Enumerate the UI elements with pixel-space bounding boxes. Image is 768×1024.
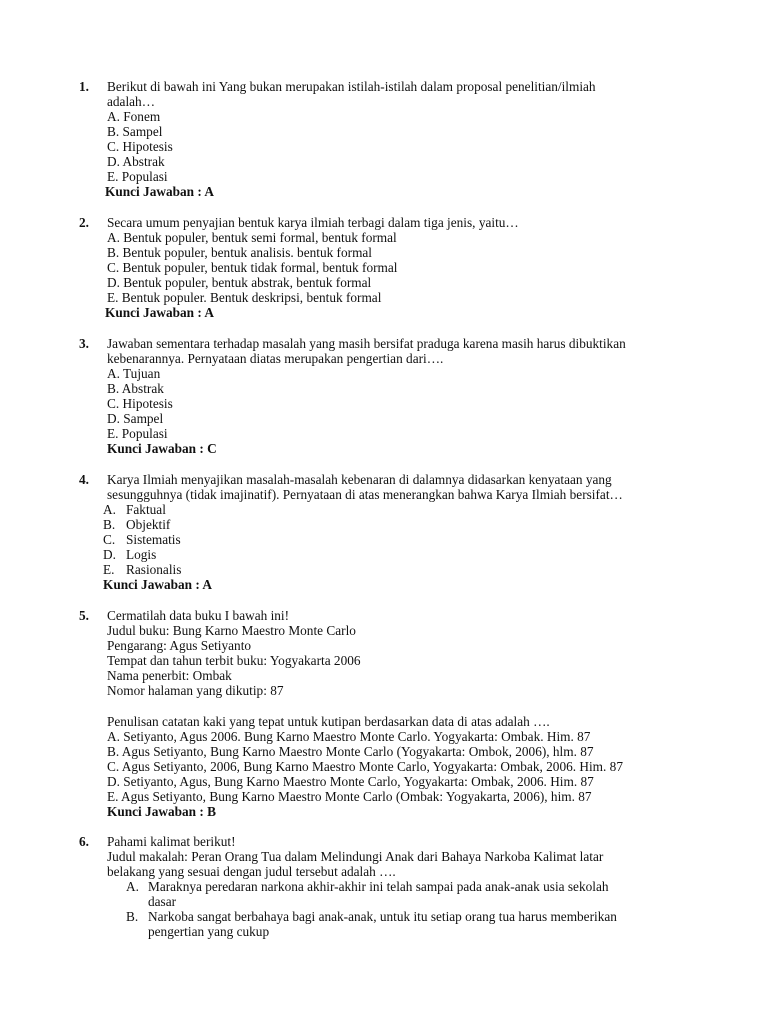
option-letter: E. <box>107 426 119 441</box>
option-text: Populasi <box>121 169 168 184</box>
option-e <box>103 562 181 577</box>
option-letter: E. <box>107 169 119 184</box>
question-stem: adalah… <box>107 94 155 109</box>
option-b <box>107 744 594 759</box>
question-stem: Secara umum penyajian bentuk karya ilmiah terbagi dalam tiga jenis, yaitu… <box>107 215 519 230</box>
option-text: Sistematis <box>126 532 181 547</box>
option-e <box>107 169 168 184</box>
option-d <box>107 154 165 169</box>
option-text: Setiyanto, Agus 2006. Bung Karno Maestro Monte Carlo. Yogyakarta: Ombak. Him. 87 <box>123 729 591 744</box>
book-place-year: Tempat dan tahun terbit buku: Yogyakarta 2006 <box>107 653 361 668</box>
option-b-continued: pengertian yang cukup <box>148 924 270 939</box>
answer-key: Kunci Jawaban : A <box>105 305 214 320</box>
option-letter: D. <box>107 774 120 789</box>
option-b <box>103 517 170 532</box>
option-text: Bentuk populer, bentuk analisis. bentuk formal <box>122 245 373 260</box>
question-number: 5. <box>79 608 89 623</box>
option-letter: E. <box>107 290 119 305</box>
answer-key: Kunci Jawaban : C <box>107 441 217 456</box>
question-number: 6. <box>79 834 89 849</box>
question-number: 3. <box>79 336 89 351</box>
option-letter: C. <box>107 139 120 154</box>
option-c <box>103 532 181 547</box>
option-text: Bentuk populer, bentuk abstrak, bentuk formal <box>123 275 372 290</box>
question-stem: Cermatilah data buku I bawah ini! <box>107 608 290 623</box>
option-letter: E. <box>107 789 119 804</box>
question-stem: Pahami kalimat berikut! <box>107 834 236 849</box>
option-text: Bentuk populer, bentuk tidak formal, bentuk formal <box>122 260 398 275</box>
option-c <box>107 260 397 275</box>
option-text: Logis <box>126 547 157 562</box>
option-letter: A. <box>107 230 120 245</box>
question-number: 4. <box>79 472 89 487</box>
book-author: Pengarang: Agus Setiyanto <box>107 638 252 653</box>
question-number: 1. <box>79 79 89 94</box>
question-stem: belakang yang sesuai dengan judul tersebut adalah …. <box>107 864 396 879</box>
option-letter: B. <box>107 124 120 139</box>
question-stem: kebenarannya. Pernyataan diatas merupakan pengertian dari…. <box>107 351 444 366</box>
question-stem: Jawaban sementara terhadap masalah yang masih bersifat praduga karena masih harus dibuktikan <box>107 336 626 351</box>
option-letter: A. <box>107 366 120 381</box>
answer-key: Kunci Jawaban : A <box>105 184 214 199</box>
option-b <box>107 381 164 396</box>
option-e <box>107 789 592 804</box>
option-d <box>107 774 594 789</box>
option-text: Agus Setiyanto, Bung Karno Maestro Monte Carlo (Yogyakarta: Ombok, 2006), hlm. 87 <box>121 744 594 759</box>
option-text: Populasi <box>121 426 168 441</box>
option-letter: A. <box>107 729 120 744</box>
option-e <box>107 290 381 305</box>
option-letter: C. <box>107 260 120 275</box>
option-d <box>107 411 163 426</box>
option-letter: D. <box>103 547 116 562</box>
option-letter: B. <box>107 744 120 759</box>
option-letter: C. <box>107 396 120 411</box>
book-title: Judul buku: Bung Karno Maestro Monte Carlo <box>107 623 356 638</box>
option-text: Faktual <box>126 502 166 517</box>
option-text: Objektif <box>126 517 171 532</box>
option-text: Rasionalis <box>126 562 182 577</box>
option-d <box>103 547 156 562</box>
option-text: Setiyanto, Agus, Bung Karno Maestro Monte Carlo, Yogyakarta: Ombak, 2006. Him. 87 <box>123 774 594 789</box>
option-text: Fonem <box>123 109 161 124</box>
question-stem: Penulisan catatan kaki yang tepat untuk kutipan berdasarkan data di atas adalah …. <box>107 714 550 729</box>
book-publisher: Nama penerbit: Ombak <box>107 668 232 683</box>
option-letter: A. <box>107 109 120 124</box>
option-a <box>126 879 609 894</box>
option-text: Bentuk populer. Bentuk deskripsi, bentuk formal <box>121 290 382 305</box>
option-a-continued: dasar <box>148 894 177 909</box>
option-text: Tujuan <box>123 366 161 381</box>
question-number: 2. <box>79 215 89 230</box>
option-b <box>107 124 162 139</box>
option-letter: B. <box>103 517 116 532</box>
option-letter: A. <box>126 879 139 894</box>
option-letter: B. <box>126 909 139 924</box>
option-text: Sampel <box>123 411 164 426</box>
option-text: Agus Setiyanto, Bung Karno Maestro Monte Carlo (Ombak: Yogyakarta, 2006), him. 87 <box>121 789 592 804</box>
option-letter: A. <box>103 502 116 517</box>
option-text: Maraknya peredaran narkona akhir-akhir ini telah sampai pada anak-anak usia sekolah <box>148 879 609 894</box>
option-e <box>107 426 168 441</box>
option-letter: E. <box>103 562 115 577</box>
option-d <box>107 275 371 290</box>
option-letter: B. <box>107 245 120 260</box>
option-text: Bentuk populer, bentuk semi formal, bentuk formal <box>123 230 397 245</box>
option-a <box>103 502 166 517</box>
answer-key: Kunci Jawaban : B <box>107 804 216 819</box>
option-a <box>107 230 397 245</box>
book-page: Nomor halaman yang dikutip: 87 <box>107 683 284 698</box>
option-text: Sampel <box>122 124 163 139</box>
option-letter: C. <box>107 759 120 774</box>
option-letter: D. <box>107 275 120 290</box>
option-letter: C. <box>103 532 116 547</box>
option-text: Agus Setiyanto, 2006, Bung Karno Maestro Monte Carlo, Yogyakarta: Ombak, 2006. Him. 87 <box>121 759 623 774</box>
option-text: Hipotesis <box>122 396 173 411</box>
option-text: Narkoba sangat berbahaya bagi anak-anak, untuk itu setiap orang tua harus memberikan <box>148 909 617 924</box>
question-stem: sesungguhnya (tidak imajinatif). Pernyataan di atas menerangkan bahwa Karya Ilmiah bersifat… <box>107 487 623 502</box>
option-a <box>107 366 160 381</box>
question-stem: Judul makalah: Peran Orang Tua dalam Melindungi Anak dari Bahaya Narkoba Kalimat latar <box>107 849 604 864</box>
question-stem: Berikut di bawah ini Yang bukan merupakan istilah-istilah dalam proposal penelitian/ilmiah <box>107 79 596 94</box>
option-c <box>107 759 623 774</box>
option-letter: D. <box>107 411 120 426</box>
option-a <box>107 109 160 124</box>
option-text: Abstrak <box>121 381 164 396</box>
answer-key: Kunci Jawaban : A <box>103 577 212 592</box>
option-b <box>107 245 372 260</box>
option-letter: D. <box>107 154 120 169</box>
option-c <box>107 139 173 154</box>
question-stem: Karya Ilmiah menyajikan masalah-masalah kebenaran di dalamnya didasarkan kenyataan yang <box>107 472 612 487</box>
option-text: Hipotesis <box>122 139 173 154</box>
option-text: Abstrak <box>122 154 165 169</box>
option-b <box>126 909 617 924</box>
option-letter: B. <box>107 381 120 396</box>
option-c <box>107 396 173 411</box>
option-a <box>107 729 590 744</box>
